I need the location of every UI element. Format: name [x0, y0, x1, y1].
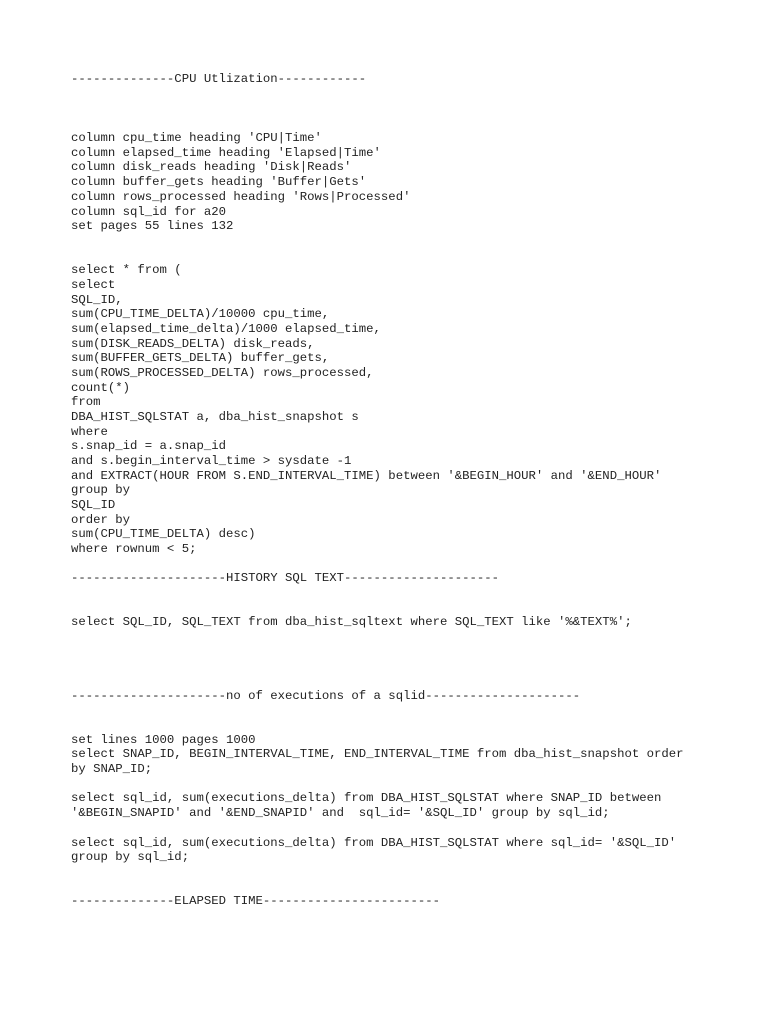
code-line: select — [71, 278, 116, 292]
code-line: and s.begin_interval_time > sysdate -1 — [71, 454, 352, 468]
code-line: DBA_HIST_SQLSTAT a, dba_hist_snapshot s — [71, 410, 359, 424]
section-heading-executions: ---------------------no of executions of a sqlid--------------------- — [71, 689, 581, 703]
code-line: where rownum < 5; — [71, 542, 197, 556]
code-line: column cpu_time heading 'CPU|Time' — [71, 131, 322, 145]
code-line: sum(BUFFER_GETS_DELTA) buffer_gets, — [71, 351, 330, 365]
code-line: group by — [71, 483, 131, 497]
code-line: select * from ( — [71, 263, 182, 277]
code-line: order by — [71, 513, 131, 527]
code-line: set lines 1000 pages 1000 — [71, 733, 256, 747]
code-line: where — [71, 425, 108, 439]
code-line: s.snap_id = a.snap_id — [71, 439, 226, 453]
code-line: count(*) — [71, 381, 131, 395]
section-heading-cpu-utilization: --------------CPU Utlization------------ — [71, 72, 367, 86]
code-line: column elapsed_time heading 'Elapsed|Time' — [71, 146, 381, 160]
code-line: sum(CPU_TIME_DELTA) desc) — [71, 527, 256, 541]
code-line: set pages 55 lines 132 — [71, 219, 234, 233]
section-heading-history-sql-text: ---------------------HISTORY SQL TEXT--------------------- — [71, 571, 500, 585]
code-line: sum(DISK_READS_DELTA) disk_reads, — [71, 337, 315, 351]
code-line: column rows_processed heading 'Rows|Processed' — [71, 190, 411, 204]
code-line: '&BEGIN_SNAPID' and '&END_SNAPID' and sql_id= '&SQL_ID' group by sql_id; — [71, 806, 610, 820]
code-line: sum(ROWS_PROCESSED_DELTA) rows_processed, — [71, 366, 374, 380]
code-line: select SNAP_ID, BEGIN_INTERVAL_TIME, END_INTERVAL_TIME from dba_hist_snapshot order — [71, 747, 684, 761]
code-line: select sql_id, sum(executions_delta) from DBA_HIST_SQLSTAT where SNAP_ID between — [71, 791, 662, 805]
code-line: group by sql_id; — [71, 850, 190, 864]
code-line: by SNAP_ID; — [71, 762, 153, 776]
code-line: and EXTRACT(HOUR FROM S.END_INTERVAL_TIME) between '&BEGIN_HOUR' and '&END_HOUR' — [71, 469, 662, 483]
section-heading-elapsed-time: --------------ELAPSED TIME------------------------ — [71, 894, 440, 908]
code-line: sum(elapsed_time_delta)/1000 elapsed_time, — [71, 322, 381, 336]
code-line: SQL_ID, — [71, 293, 123, 307]
code-line: from — [71, 395, 101, 409]
code-line: select SQL_ID, SQL_TEXT from dba_hist_sqltext where SQL_TEXT like '%&TEXT%'; — [71, 615, 632, 629]
code-line: sum(CPU_TIME_DELTA)/10000 cpu_time, — [71, 307, 330, 321]
code-line: select sql_id, sum(executions_delta) from DBA_HIST_SQLSTAT where sql_id= '&SQL_ID' — [71, 836, 677, 850]
code-line: column sql_id for a20 — [71, 205, 226, 219]
code-line: column buffer_gets heading 'Buffer|Gets' — [71, 175, 367, 189]
code-line: column disk_reads heading 'Disk|Reads' — [71, 160, 352, 174]
code-line: SQL_ID — [71, 498, 116, 512]
